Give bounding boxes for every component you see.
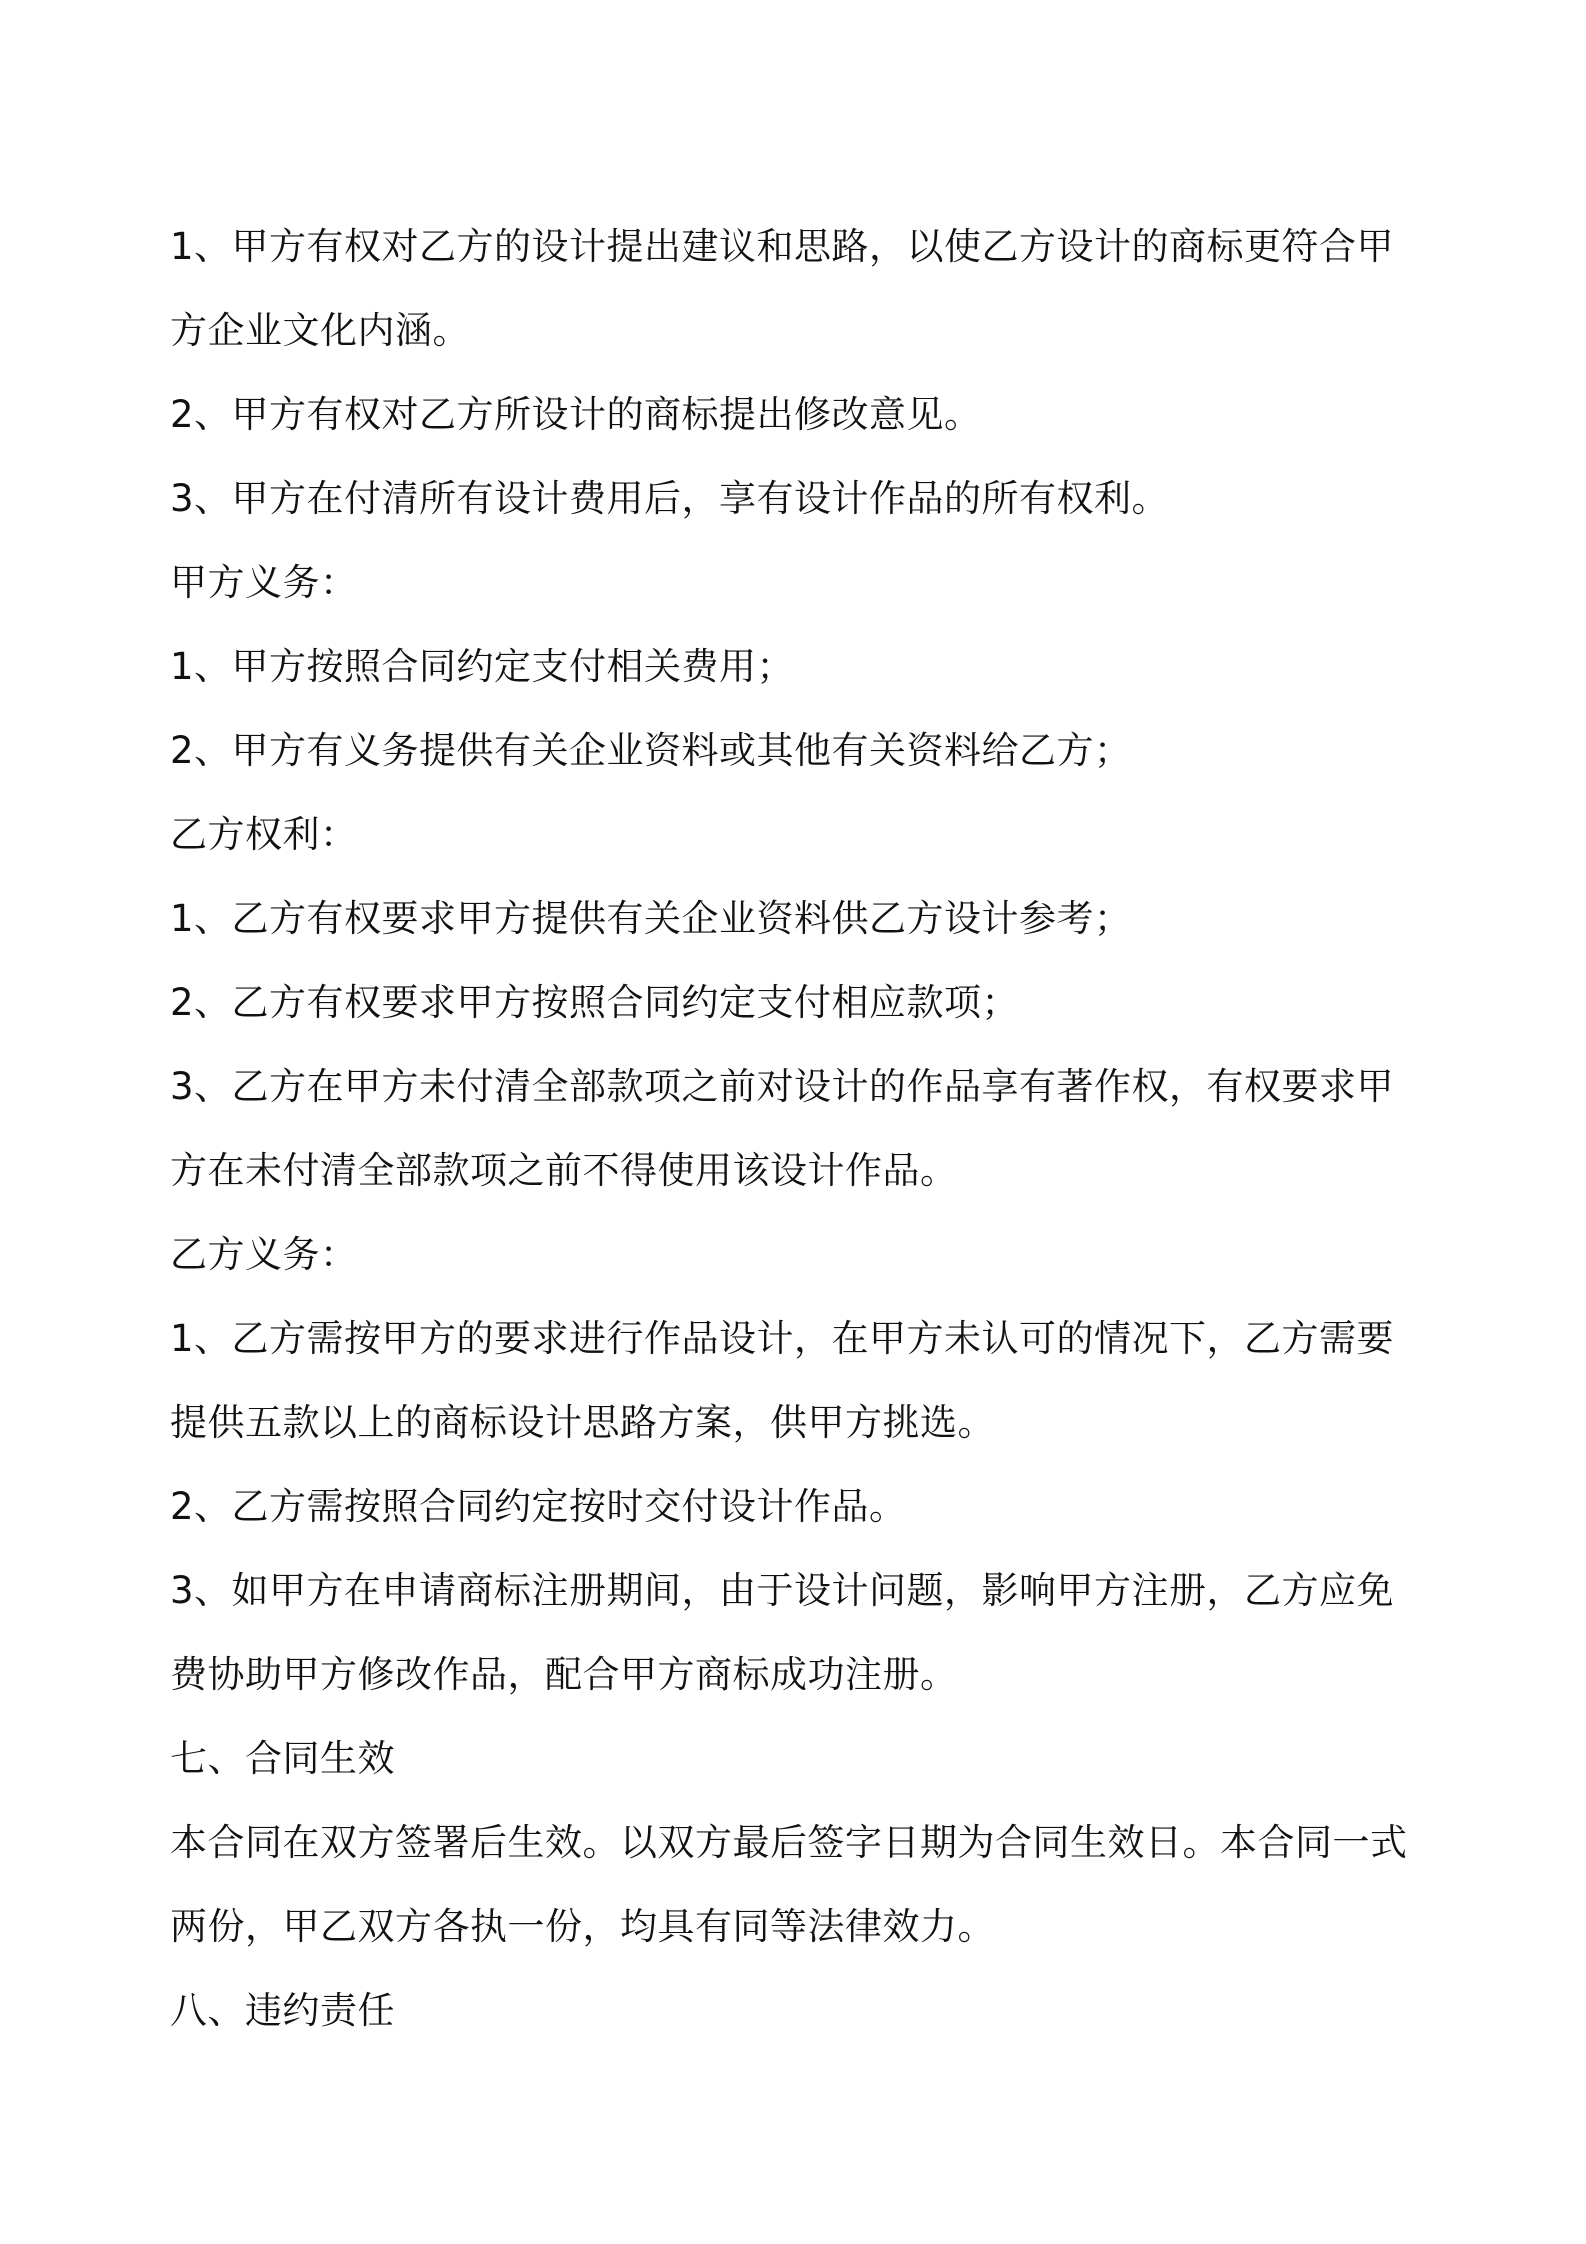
text-line: 1、甲方按照合同约定支付相关费用；	[170, 645, 795, 688]
text-line: 3、甲方在付清所有设计费用后，享有设计作品的所有权利。	[170, 477, 1170, 520]
text-line: 2、甲方有权对乙方所设计的商标提出修改意见。	[170, 393, 982, 436]
section-heading: 八、违约责任	[170, 1989, 395, 2032]
text-line: 1、甲方有权对乙方的设计提出建议和思路，以使乙方设计的商标更符合甲	[170, 225, 1395, 268]
text-line: 方在未付清全部款项之前不得使用该设计作品。	[170, 1149, 958, 1192]
text-line: 2、乙方有权要求甲方按照合同约定支付相应款项；	[170, 981, 1020, 1024]
text-line: 1、乙方需按甲方的要求进行作品设计，在甲方未认可的情况下，乙方需要	[170, 1317, 1395, 1360]
text-line: 方企业文化内涵。	[170, 309, 470, 352]
text-line: 提供五款以上的商标设计思路方案，供甲方挑选。	[170, 1401, 995, 1444]
text-line: 本合同在双方签署后生效。以双方最后签字日期为合同生效日。本合同一式	[170, 1821, 1408, 1864]
section-heading: 甲方义务：	[170, 561, 358, 604]
text-line: 费协助甲方修改作品，配合甲方商标成功注册。	[170, 1653, 958, 1696]
section-heading: 乙方义务：	[170, 1233, 358, 1276]
text-line: 2、甲方有义务提供有关企业资料或其他有关资料给乙方；	[170, 729, 1132, 772]
document-page	[170, 205, 1420, 2053]
text-line: 3、乙方在甲方未付清全部款项之前对设计的作品享有著作权，有权要求甲	[170, 1065, 1395, 1108]
text-line: 3、如甲方在申请商标注册期间，由于设计问题，影响甲方注册，乙方应免	[170, 1569, 1395, 1612]
text-line: 2、乙方需按照合同约定按时交付设计作品。	[170, 1485, 907, 1528]
text-line: 1、乙方有权要求甲方提供有关企业资料供乙方设计参考；	[170, 897, 1132, 940]
text-line: 两份，甲乙双方各执一份，均具有同等法律效力。	[170, 1905, 995, 1948]
section-heading: 乙方权利：	[170, 813, 358, 856]
section-heading: 七、合同生效	[170, 1737, 395, 1780]
